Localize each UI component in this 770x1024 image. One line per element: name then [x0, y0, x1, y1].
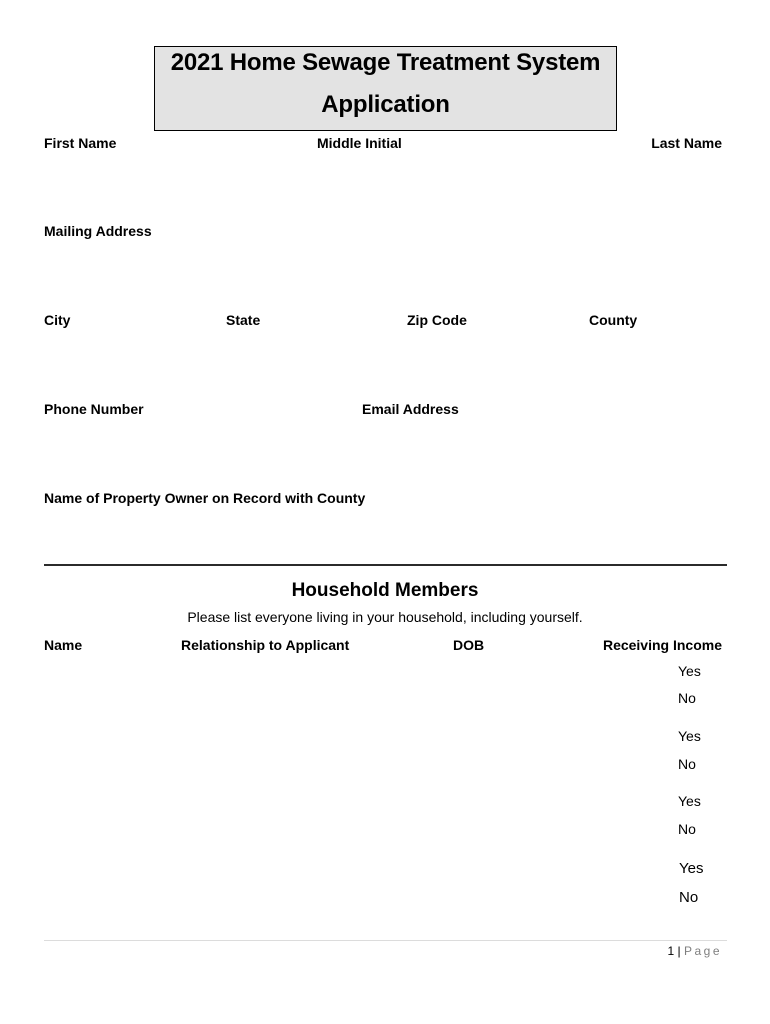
property-owner-label: Name of Property Owner on Record with County	[44, 490, 366, 506]
income-yes-option[interactable]: Yes	[678, 663, 701, 679]
column-header-relationship: Relationship to Applicant	[181, 637, 350, 653]
household-members-heading: Household Members	[291, 580, 479, 601]
form-title-line-1: 2021 Home Sewage Treatment System	[170, 49, 601, 76]
column-header-dob: DOB	[453, 637, 485, 653]
page-word: Page	[683, 944, 722, 958]
column-header-receiving-income: Receiving Income	[602, 637, 722, 653]
household-instruction: Please list everyone living in your household, including yourself.	[187, 609, 583, 625]
state-label: State	[226, 312, 261, 328]
email-address-label: Email Address	[362, 401, 459, 417]
income-no-option[interactable]: No	[678, 690, 696, 706]
column-header-name: Name	[44, 637, 83, 653]
income-yes-option[interactable]: Yes	[679, 860, 704, 877]
first-name-label: First Name	[44, 135, 117, 151]
phone-number-label: Phone Number	[44, 401, 144, 417]
page-footer	[667, 944, 722, 958]
page-separator: |	[677, 944, 681, 958]
last-name-label: Last Name	[651, 135, 722, 151]
income-no-option[interactable]: No	[678, 821, 696, 837]
income-yes-option[interactable]: Yes	[678, 793, 701, 809]
income-no-option[interactable]: No	[678, 756, 696, 772]
section-divider	[44, 564, 727, 566]
income-yes-option[interactable]: Yes	[678, 728, 701, 744]
zip-code-label: Zip Code	[407, 312, 467, 328]
mailing-address-label: Mailing Address	[44, 223, 152, 239]
form-title-box	[154, 46, 617, 131]
middle-initial-label: Middle Initial	[317, 135, 402, 151]
county-label: County	[589, 312, 638, 328]
page-number: 1	[667, 944, 675, 958]
form-title-line-2: Application	[321, 91, 450, 118]
footer-rule	[44, 940, 727, 941]
income-no-option[interactable]: No	[679, 889, 699, 906]
city-label: City	[44, 312, 71, 328]
